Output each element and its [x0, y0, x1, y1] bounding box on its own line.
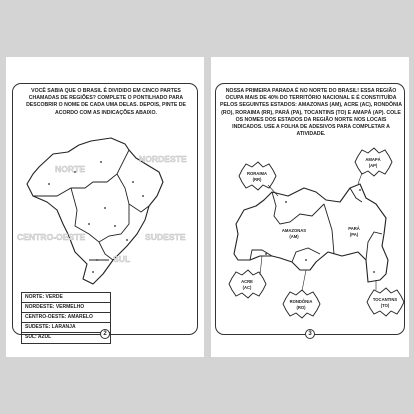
legend-row: NORTE: VERDE: [22, 293, 110, 303]
badge-tocantins-name: TOCANTINS: [372, 297, 398, 302]
state-borders: [250, 188, 382, 262]
badge-acre: [229, 270, 266, 298]
badge-acre-code: (AC): [242, 285, 252, 290]
badge-roraima-code: (RR): [252, 177, 262, 182]
map-label-amazonas-code: (AM): [289, 234, 299, 239]
right-page: [211, 57, 409, 357]
badge-amapa-name: AMAPÁ: [365, 157, 381, 162]
region-label-centro-oeste: CENTRO-OESTE: [17, 232, 86, 242]
left-page: [6, 57, 204, 357]
badge-tocantins-code: (TO): [380, 303, 390, 308]
badge-amapa: [355, 148, 392, 176]
map-label-para-code: (PA): [349, 232, 359, 237]
badge-roraima: [239, 162, 276, 190]
legend-row: NORDESTE: VERMELHO: [22, 303, 110, 313]
north-region-map: [216, 84, 406, 336]
regions-intro-text: VOCÊ SABIA QUE O BRASIL É DIVIDIDO EM CINCO PARTES CHAMADAS DE REGIÕES? COMPLETE O PONTILHADO PARA DESCOBRIR O NOME DE CADA UMA DELAS. DEPOIS, PINTE DE ACORDO COM AS INDICAÇÕES ABAIXO.: [26, 88, 186, 116]
map-label-para-name: PARÁ: [348, 226, 360, 231]
badge-rondonia-name: RONDÔNIA: [289, 299, 313, 304]
region-label-nordeste: NORDESTE: [139, 154, 187, 164]
badge-acre-name: ACRE: [241, 279, 253, 284]
page-number: 2: [100, 329, 110, 339]
badge-roraima-name: RORAIMA: [246, 171, 268, 176]
region-label-norte: NORTE: [55, 164, 86, 174]
map-label-amazonas-name: AMAZONAS: [281, 228, 307, 233]
page-number: 3: [305, 329, 315, 339]
north-intro-text: NOSSA PRIMEIRA PARADA É NO NORTE DO BRASIL! ESSA REGIÃO OCUPA MAIS DE 40% DO TERRITÓRIO NACIONAL E É CONSTITUÍDA PELOS SEGUINTES ESTADOS: AMAZONAS (AM), ACRE (AC), RONDÔNIA (RO), RORAIMA (RR), PARÁ (PA), TOCANTINS (TO) E AMAPÁ (AP). COLE OS NOMES DOS ESTADOS DA REGIÃO NORTE NOS LOCAIS INDICADOS. USE A FOLHA DE ADESIVOS PARA COMPLETAR A ATIVIDADE.: [220, 88, 402, 138]
legend-row: SUL: AZUL: [25, 334, 52, 340]
badge-rondonia-code: (RO): [296, 305, 306, 310]
north-region-outline: [234, 184, 388, 282]
pointer-lines: [260, 173, 376, 291]
activity-box-north: [215, 83, 405, 335]
border-northeast: [117, 174, 149, 212]
color-legend: [21, 292, 111, 344]
activity-box-regions: [12, 83, 198, 340]
region-label-sudeste: SUDESTE: [145, 232, 186, 242]
border-southeast: [99, 242, 113, 260]
legend-row: SUDESTE: LARANJA: [22, 323, 110, 333]
badge-rondonia: [283, 290, 320, 318]
region-label-sul: SUL: [113, 254, 131, 264]
badge-tocantins: [367, 288, 404, 316]
legend-row: CENTRO-OESTE: AMARELO: [22, 313, 110, 323]
badge-amapa-code: (AP): [368, 163, 378, 168]
